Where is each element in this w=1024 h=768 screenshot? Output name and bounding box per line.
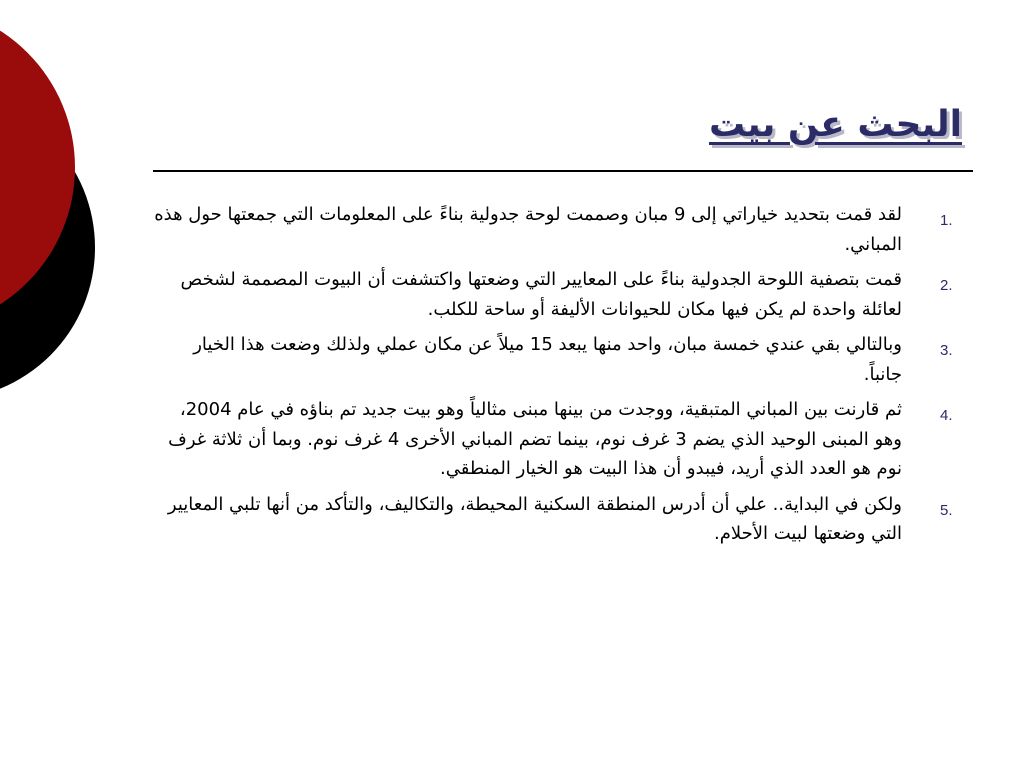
list-item-number: 3. <box>940 342 953 359</box>
list-item-number: 5. <box>940 501 953 519</box>
list-item-text: لقد قمت بتحديد خياراتي إلى 9 مبان وصممت لوحة جدولية بناءً على المعلومات التي جمعتها حول هذه المباني. <box>154 204 902 255</box>
list-item <box>150 395 968 484</box>
title-divider <box>153 170 973 172</box>
list-item-text: ثم قارنت بين المباني المتبقية، ووجدت من بينها مبنى مثالياً وهو بيت جديد تم بناؤه في عام 2004، وهو المبنى الوحيد الذي يضم 3 غرف نوم، بينما تضم المباني الأخرى 4 غرف نوم. وبما أن ثلاثة غرف نوم هو العدد الذي أريد، فيبدو أن هذا البيت هو الخيار المنطقي. <box>168 399 902 479</box>
list-item <box>150 200 968 259</box>
list-item-number: 2. <box>940 277 953 294</box>
list-item-text: ولكن في البداية.. علي أن أدرس المنطقة السكنية المحيطة، والتكاليف، والتأكد من أنها تلبي المعايير التي وضعتها لبيت الأحلام. <box>167 493 902 544</box>
list-item <box>150 490 968 549</box>
list-item <box>150 330 968 389</box>
numbered-list <box>150 200 968 555</box>
list-item <box>150 265 968 324</box>
list-item-text: وبالتالي بقي عندي خمسة مبان، واحد منها يبعد 15 ميلاً عن مكان عملي ولذلك وضعت هذا الخيار جانباً. <box>193 334 902 385</box>
list-item-text: قمت بتصفية اللوحة الجدولية بناءً على المعايير التي وضعتها واكتشفت أن البيوت المصممة لشخص لعائلة واحدة لم يكن فيها مكان للحيوانات الأليفة أو ساحة للكلب. <box>180 269 902 320</box>
list-item-number: 4. <box>940 407 953 424</box>
slide-title: البحث عن بيت <box>709 104 962 145</box>
list-item-number: 1. <box>940 212 953 229</box>
